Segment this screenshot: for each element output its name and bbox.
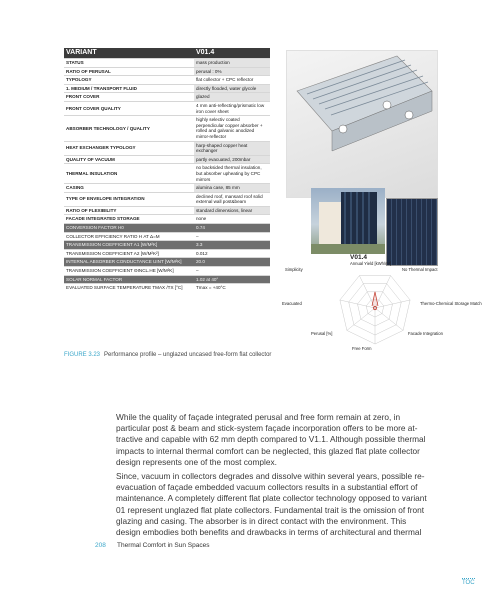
spec-label: FRONT COVER QUALITY <box>66 105 121 111</box>
spec-label: QUALITY OF VACUUM <box>66 156 115 162</box>
spec-value: 0.012 <box>196 250 208 256</box>
spec-label: CASING <box>66 185 84 191</box>
spec-table-row <box>64 257 270 266</box>
radar-subtitle: Annual Yield [kWh/m²] <box>350 261 392 266</box>
spec-label: TYPE OF ENVELOPE INTEGRATION <box>66 196 145 202</box>
spec-table-row <box>64 266 270 275</box>
building-photo-graphic <box>311 188 385 254</box>
radar-axis-line <box>375 300 410 308</box>
spec-value: none <box>196 216 207 222</box>
spec-table-row <box>64 101 270 115</box>
spec-table <box>64 48 270 292</box>
spec-table-row <box>64 163 270 183</box>
radar-axis-label: Simplicity <box>285 267 303 272</box>
spec-value: perusal : 0% <box>194 68 270 76</box>
radar-axis-line <box>340 300 375 308</box>
spec-table-row <box>64 155 270 164</box>
spec-table-row <box>64 214 270 223</box>
radar-title: V01.4 <box>350 254 367 261</box>
spec-value: partly evacuated, 200mbar <box>194 156 270 164</box>
radar-axis-line <box>347 308 375 330</box>
toc-link[interactable]: TOC <box>462 580 475 586</box>
spec-label: COLLECTOR EFFICIENCY RATIO Η AT Δ=M <box>66 233 160 239</box>
spec-table-row <box>64 115 270 140</box>
spec-table-row <box>64 183 270 192</box>
spec-label: 1. MEDIUM / TRANSPORT FLUID <box>66 85 137 91</box>
spec-table-row <box>64 223 270 232</box>
spec-value: declined roof, mansard roof solid external wall post&beam <box>196 193 263 205</box>
body-paragraph: Since, vacuum in collectors degrades and dissolve within several years, possible reevacuation of façade embedded vacuum collectors results in a substantial effort of maintenance. A completely different flat plate collector technology opposed to variant 01 represent unglazed flat plate collectors. Fundamental trait is the omission of front glazing and casing. The absorber is in direct contact with the environment. This design embodies both benefits and drawbacks in terms of architectural and thermal <box>116 471 427 538</box>
spec-table-row <box>64 249 270 258</box>
spec-value: – <box>196 268 199 274</box>
spec-value: mass production <box>194 59 270 67</box>
radar-axis-label: Evacuated <box>282 301 302 306</box>
spec-value: V01.4 <box>196 49 215 57</box>
spec-label: FACADE INTEGRATED STORAGE <box>66 216 140 222</box>
radar-axis-label: Facade Integration <box>408 331 443 336</box>
running-footer-title: Thermal Comfort in Sun Spaces <box>117 542 210 549</box>
spec-value: no backsided thermal insulation, but absorber upheating by CPC mirrors <box>196 165 262 182</box>
spec-table-row <box>64 206 270 215</box>
spec-label: TRANSMISSION COEFFICIENT A2 [W/M²K²] <box>66 250 159 256</box>
spec-table-row <box>64 58 270 67</box>
spec-label: STATUS <box>66 60 84 65</box>
radar-axis-label: Perusal [%] <box>311 331 333 336</box>
spec-value: 4 mm anti-reflecting/prismatic low iron cover sheet <box>196 102 265 114</box>
collector-diagram-graphic <box>287 51 437 197</box>
page-number: 208 <box>95 542 106 549</box>
spec-value: harp-shaped copper heat exchanger <box>194 142 270 155</box>
spec-label: TRANSMISSION COEFFICIENT ΘINCL.ΗE [W/M²K] <box>66 268 174 274</box>
spec-value: highly selectiv coated perpendicular copper absorber + rolled and galvanic anodized mirror-reflector <box>196 117 263 139</box>
body-paragraph: While the quality of façade integrated perusal and free form remain at zero, in particular post & beam and stick-system façade incorporation offers to be more attractive and capable with 62 mm depth compared to V1.1. Although possible thermal impacts to internal thermal comfort can be neglected, this glazed flat plate collector design represents one of the most complex. <box>116 412 426 467</box>
spec-table-row <box>64 283 270 292</box>
spec-table-row <box>64 240 270 249</box>
spec-value: flat collector + CPC reflector <box>196 77 254 83</box>
collector-illustration <box>286 50 438 198</box>
spec-value: directly flooded, water glycole <box>194 85 270 93</box>
spec-table-header <box>64 48 270 58</box>
spec-label: FRONT COVER <box>66 94 100 100</box>
spec-label: RATIO OF PERUSAL <box>66 68 111 74</box>
spec-table-row <box>64 67 270 76</box>
spec-table-row <box>64 275 270 284</box>
spec-label: SOLAR NORMAL FACTOR <box>66 276 123 282</box>
spec-label: EVALUATED SURFACE TEMPERATURE TMAX /TX [°C] <box>66 285 183 291</box>
spec-value: alumina case, 85 mm <box>194 184 270 192</box>
radar-axis-line <box>375 308 403 330</box>
spec-label: INTERNAL ABSORBER CONDUCTANCE UINT [W/M²K] <box>66 259 182 265</box>
performance-radar-chart <box>270 248 480 358</box>
radar-yield-spike <box>372 292 378 306</box>
spec-table-row <box>64 75 270 84</box>
spec-value: – <box>196 233 199 239</box>
spec-table-row <box>64 141 270 155</box>
spec-table-row <box>64 232 270 241</box>
figure-caption-text: Performance profile – unglazed uncased free-form flat collector <box>104 352 272 358</box>
building-photo <box>311 188 385 254</box>
figure-number: FIGURE 3.23 <box>64 352 101 358</box>
spec-table-row <box>64 192 270 206</box>
spec-value: glazed <box>194 93 270 101</box>
radar-series-polygon <box>373 306 377 309</box>
spec-label: RATIO OF FLEXIBILITY <box>66 207 117 213</box>
spec-value: standard dimensions, linear <box>194 207 270 215</box>
figure-caption <box>64 352 271 358</box>
spec-value: 1.02 at 40° <box>196 276 219 282</box>
spec-label: CONVERSION FACTOR Η0 <box>66 225 124 231</box>
spec-value: 3.3 <box>196 242 203 248</box>
spec-table-row <box>64 92 270 101</box>
spec-value: 20.0 <box>196 259 205 265</box>
spec-label: TYPOLOGY <box>66 77 92 83</box>
spec-label: TRANSMISSION COEFFICIENT A1 [W/M²K] <box>66 242 158 248</box>
spec-label: VARIANT <box>66 49 97 57</box>
spec-value: 0.74 <box>196 225 205 231</box>
spec-table-row <box>64 84 270 93</box>
spec-label: ABSORBER TECHNOLOGY / QUALITY <box>66 125 150 131</box>
spec-value: Tmax = +40°C <box>196 285 226 291</box>
radar-axis-label: No Thermal Impact <box>402 267 438 272</box>
radar-axis-label: Thermo-Chemical Storage Match <box>420 301 482 306</box>
spec-label: HEAT EXCHANGER TYPOLOGY <box>66 145 136 151</box>
radar-axis-label: Free Form <box>352 346 372 351</box>
spec-label: THERMAL INSULATION <box>66 170 118 176</box>
